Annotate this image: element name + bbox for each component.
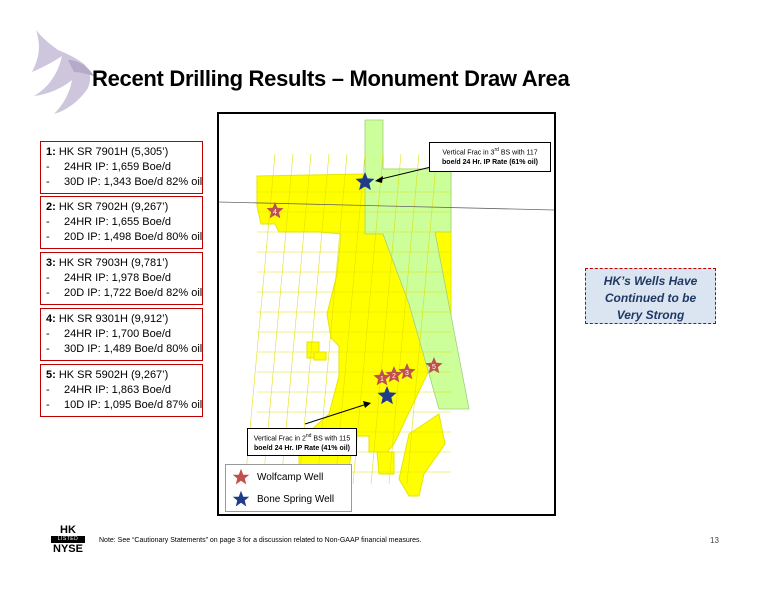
well-stat-line (46, 342, 203, 357)
well-result-box (40, 364, 203, 417)
callout-top-text-b: BS with 117 (498, 149, 538, 157)
well-marker-label: 5 (432, 364, 436, 371)
well-name (46, 312, 197, 327)
well-label: HK SR 5902H (9,267’) (58, 369, 169, 381)
nyse-logo (51, 525, 85, 555)
well-stat-text: 24HR IP: 1,655 Boe/d (64, 216, 172, 228)
well-name (46, 145, 197, 160)
bullet-dash: - (46, 343, 50, 355)
well-stat-line (46, 230, 203, 245)
well-stat-line (46, 286, 203, 301)
highlight-line-2: Continued to be (604, 291, 697, 305)
logo-nyse: NYSE (53, 543, 83, 555)
callout-bottom-sup: nd (305, 433, 312, 439)
well-stat-text: 10D IP: 1,095 Boe/d 87% oil (64, 399, 203, 411)
callout-top (429, 142, 551, 172)
well-stat-line (46, 398, 203, 413)
well-stat-text: 24HR IP: 1,863 Boe/d (64, 384, 172, 396)
bullet-dash: - (46, 272, 50, 284)
well-name (46, 256, 197, 271)
well-stat-text: 24HR IP: 1,700 Boe/d (64, 328, 172, 340)
bullet-dash: - (46, 399, 50, 411)
well-stat-line (46, 175, 203, 190)
highlight-line-3: Very Strong (616, 308, 685, 322)
well-marker-label: 1 (380, 376, 384, 383)
well-label: HK SR 9301H (9,912’) (58, 313, 169, 325)
callout-top-text: Vertical Frac in 3 (442, 149, 495, 157)
bone-spring-star-icon (232, 490, 250, 508)
well-label: HK SR 7902H (9,267’) (58, 201, 169, 213)
map-legend (225, 464, 352, 512)
callout-bottom-text-b: BS with 115 (311, 435, 351, 443)
well-stat-line (46, 271, 197, 286)
well-number: 3: (46, 257, 56, 269)
well-stat-line (46, 215, 197, 230)
well-result-box (40, 252, 203, 305)
bullet-dash: - (46, 231, 50, 243)
callout-bottom-line2: boe/d 24 Hr. IP Rate (41% oil) (254, 445, 350, 453)
well-stat-text: 20D IP: 1,498 Boe/d 80% oil (64, 231, 203, 243)
bullet-dash: - (46, 176, 50, 188)
acreage-map (217, 112, 556, 516)
well-result-box (40, 196, 203, 249)
well-number: 4: (46, 313, 56, 325)
well-marker-label: 4 (273, 209, 277, 216)
footnote: Note: See “Cautionary Statements” on page 3 for a discussion related to Non-GAAP financial measures. (99, 537, 422, 544)
well-stat-text: 20D IP: 1,722 Boe/d 82% oil (64, 287, 203, 299)
well-stat-text: 24HR IP: 1,659 Boe/d (64, 161, 172, 173)
well-result-box (40, 308, 203, 361)
bullet-dash: - (46, 328, 50, 340)
well-stat-line (46, 383, 197, 398)
well-stat-line (46, 160, 197, 175)
bullet-dash: - (46, 384, 50, 396)
callout-top-line2: boe/d 24 Hr. IP Rate (61% oil) (442, 159, 538, 167)
well-name (46, 200, 197, 215)
callout-top-sup: rd (494, 147, 499, 153)
bullet-dash: - (46, 287, 50, 299)
well-result-box (40, 141, 203, 194)
page-number: 13 (710, 536, 719, 545)
well-label: HK SR 7901H (5,305’) (58, 146, 169, 158)
page-title: Recent Drilling Results – Monument Draw Area (92, 66, 570, 91)
legend-bone-spring: Bone Spring Well (257, 493, 335, 505)
logo-listed: LISTED (51, 536, 85, 543)
well-marker-label: 3 (405, 370, 409, 377)
well-number: 2: (46, 201, 56, 213)
highlight-box (585, 268, 716, 324)
hawk-logo-icon (28, 30, 98, 140)
logo-hk: HK (60, 524, 76, 536)
bullet-dash: - (46, 216, 50, 228)
highlight-line-1: HK’s Wells Have (603, 274, 698, 288)
wolfcamp-star-icon (232, 468, 250, 486)
bullet-dash: - (46, 161, 50, 173)
callout-bottom (247, 428, 357, 456)
well-stat-line (46, 327, 197, 342)
well-marker-label: 2 (392, 373, 396, 380)
well-number: 5: (46, 369, 56, 381)
well-label: HK SR 7903H (9,781’) (58, 257, 169, 269)
callout-bottom-text: Vertical Frac in 2 (253, 435, 306, 443)
well-stat-text: 30D IP: 1,489 Boe/d 80% oil (64, 343, 203, 355)
legend-wolfcamp: Wolfcamp Well (257, 471, 324, 483)
well-stat-text: 24HR IP: 1,978 Boe/d (64, 272, 172, 284)
well-stat-text: 30D IP: 1,343 Boe/d 82% oil (64, 176, 203, 188)
well-number: 1: (46, 146, 56, 158)
well-name (46, 368, 197, 383)
